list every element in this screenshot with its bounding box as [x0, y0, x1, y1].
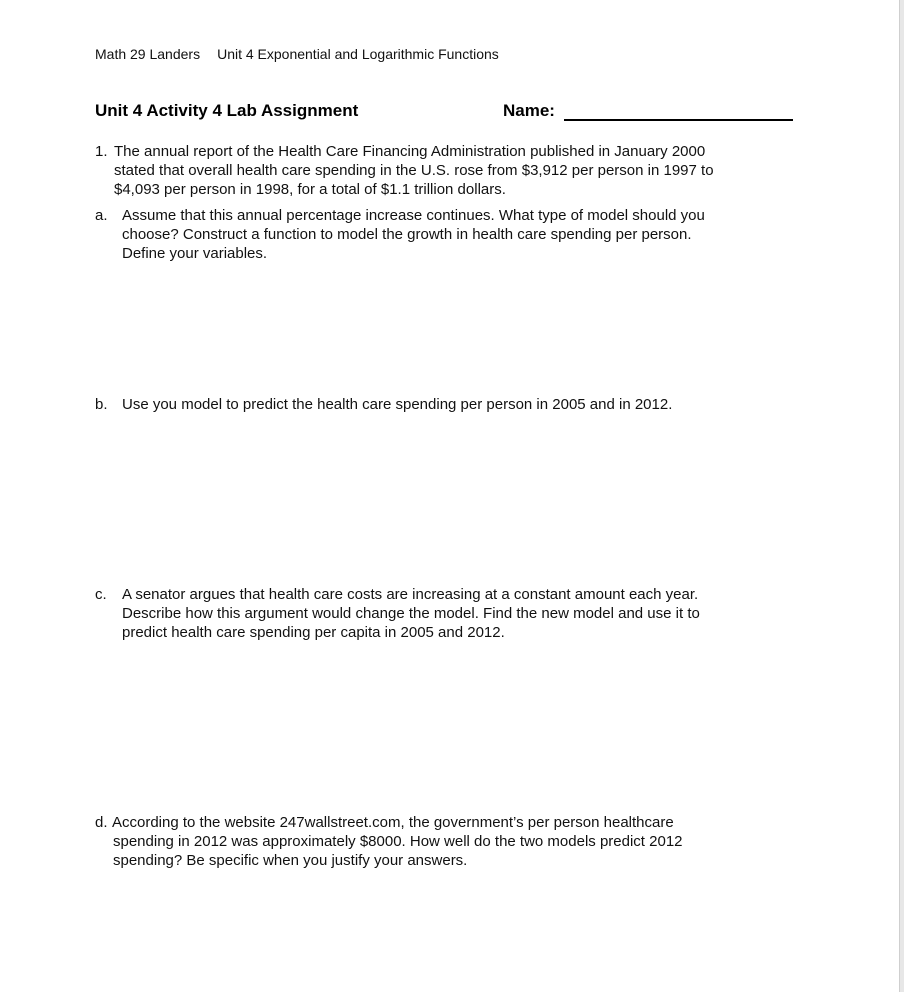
- part-d-marker: d.: [95, 814, 108, 831]
- question-part-d: [95, 813, 683, 870]
- part-d-line: spending? Be specific when you justify your answers.: [113, 852, 468, 869]
- question-1-line: $4,093 per person in 1998, for a total of $1.1 trillion dollars.: [114, 181, 506, 198]
- question-1-line: The annual report of the Health Care Financing Administration published in January 2000: [114, 143, 706, 160]
- part-d-line: According to the website 247wallstreet.com, the government’s per person healthcare: [112, 814, 674, 831]
- question-part-b: [95, 395, 672, 414]
- part-d-line: spending in 2012 was approximately $8000. How well do the two models predict 2012: [113, 833, 683, 850]
- part-c-line: predict health care spending per capita in 2005 and 2012.: [122, 624, 505, 641]
- question-1-line: stated that overall health care spending in the U.S. rose from $3,912 per person in 1997 to: [114, 162, 714, 179]
- part-a-line: choose? Construct a function to model the growth in health care spending per person.: [122, 226, 692, 243]
- question-1-number: 1.: [95, 143, 108, 160]
- question-part-c: [95, 585, 700, 642]
- unit-label: Unit 4 Exponential and Logarithmic Functions: [217, 46, 499, 62]
- question-1: [95, 142, 714, 199]
- course-label: Math 29 Landers: [95, 46, 201, 62]
- part-b-line: Use you model to predict the health care spending per person in 2005 and in 2012.: [122, 396, 673, 413]
- part-a-marker: a.: [95, 207, 108, 224]
- part-c-marker: c.: [95, 586, 107, 603]
- page-edge-border: [899, 0, 904, 992]
- part-b-marker: b.: [95, 396, 108, 413]
- part-c-line: A senator argues that health care costs are increasing at a constant amount each year.: [122, 586, 699, 603]
- part-a-line: Assume that this annual percentage increase continues. What type of model should you: [122, 207, 705, 224]
- question-part-a: [95, 206, 705, 263]
- page-header: [95, 46, 499, 62]
- part-c-line: Describe how this argument would change the model. Find the new model and use it to: [122, 605, 700, 622]
- part-a-line: Define your variables.: [122, 245, 268, 262]
- name-blank-line: [564, 119, 793, 121]
- assignment-title: Unit 4 Activity 4 Lab Assignment: [95, 101, 359, 120]
- name-label: Name:: [503, 101, 555, 120]
